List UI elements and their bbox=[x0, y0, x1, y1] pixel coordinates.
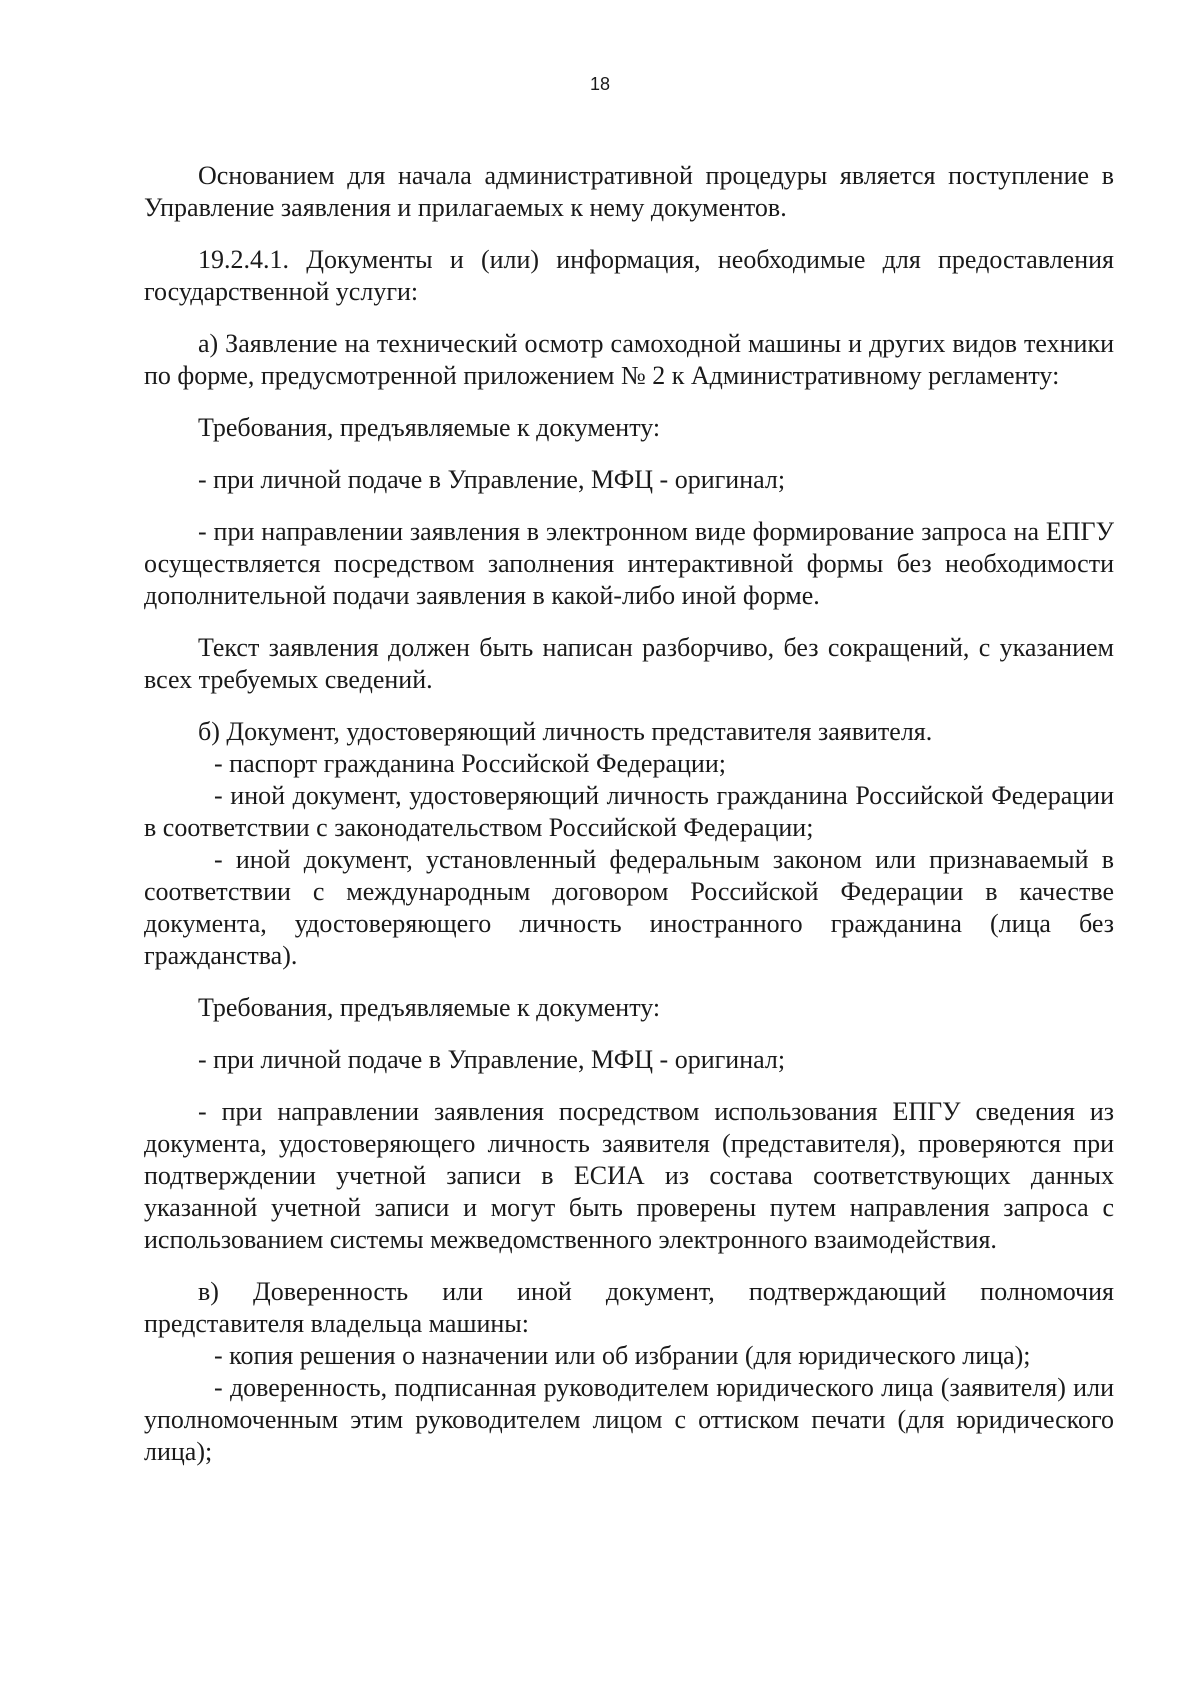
paragraph-item-v: в) Доверенность или иной документ, подтверждающий полномочия представителя владельца машины: bbox=[144, 1277, 1114, 1338]
paragraph-personal-submission: - при личной подаче в Управление, МФЦ - оригинал; bbox=[198, 465, 786, 494]
paragraph-requirements-heading: Требования, предъявляемые к документу: bbox=[198, 413, 661, 442]
document-body bbox=[144, 160, 1114, 1468]
paragraph-item-b: б) Документ, удостоверяющий личность представителя заявителя. bbox=[198, 717, 933, 746]
list-item-federal-law-document: - иной документ, установленный федеральным законом или признаваемый в соответствии с международным договором Российской Федерации в качестве документа, удостоверяющего личность иностранного гражданина (лица без гражданства). bbox=[144, 845, 1114, 970]
paragraph-basis: Основанием для начала административной процедуры является поступление в Управление заявления и прилагаемых к нему документов. bbox=[144, 161, 1114, 222]
list-item-other-document: - иной документ, удостоверяющий личность гражданина Российской Федерации в соответствии с законодательством Российской Федерации; bbox=[144, 781, 1114, 842]
paragraph-epgu-verification: - при направлении заявления посредством использования ЕПГУ сведения из документа, удостоверяющего личность заявителя (представителя), проверяются при подтверждении учетной записи в ЕСИА из состава соответствующих данных указанной учетной записи и могут быть проверены путем направления запроса с использованием системы межведомственного электронного взаимодействия. bbox=[144, 1097, 1114, 1254]
list-item-passport: - паспорт гражданина Российской Федерации; bbox=[214, 749, 726, 778]
paragraph-19-2-4-1: 19.2.4.1. Документы и (или) информация, необходимые для предоставления государственной услуги: bbox=[144, 245, 1114, 306]
paragraph-personal-submission-2: - при личной подаче в Управление, МФЦ - оригинал; bbox=[198, 1045, 786, 1074]
list-item-power-of-attorney: - доверенность, подписанная руководителем юридического лица (заявителя) или уполномоченным этим руководителем лицом с оттиском печати (для юридического лица); bbox=[144, 1373, 1114, 1466]
paragraph-electronic-submission: - при направлении заявления в электронном виде формирование запроса на ЕПГУ осуществляется посредством заполнения интерактивной формы без необходимости дополнительной подачи заявления в какой-либо иной форме. bbox=[144, 517, 1114, 610]
paragraph-text-requirements: Текст заявления должен быть написан разборчиво, без сокращений, с указанием всех требуемых сведений. bbox=[144, 633, 1114, 694]
paragraph-item-a: а) Заявление на технический осмотр самоходной машины и других видов техники по форме, предусмотренной приложением № 2 к Административному регламенту: bbox=[144, 329, 1114, 390]
paragraph-requirements-heading-2: Требования, предъявляемые к документу: bbox=[198, 993, 661, 1022]
page-number: 18 bbox=[589, 74, 611, 94]
list-item-decision-copy: - копия решения о назначении или об избрании (для юридического лица); bbox=[214, 1341, 1031, 1370]
